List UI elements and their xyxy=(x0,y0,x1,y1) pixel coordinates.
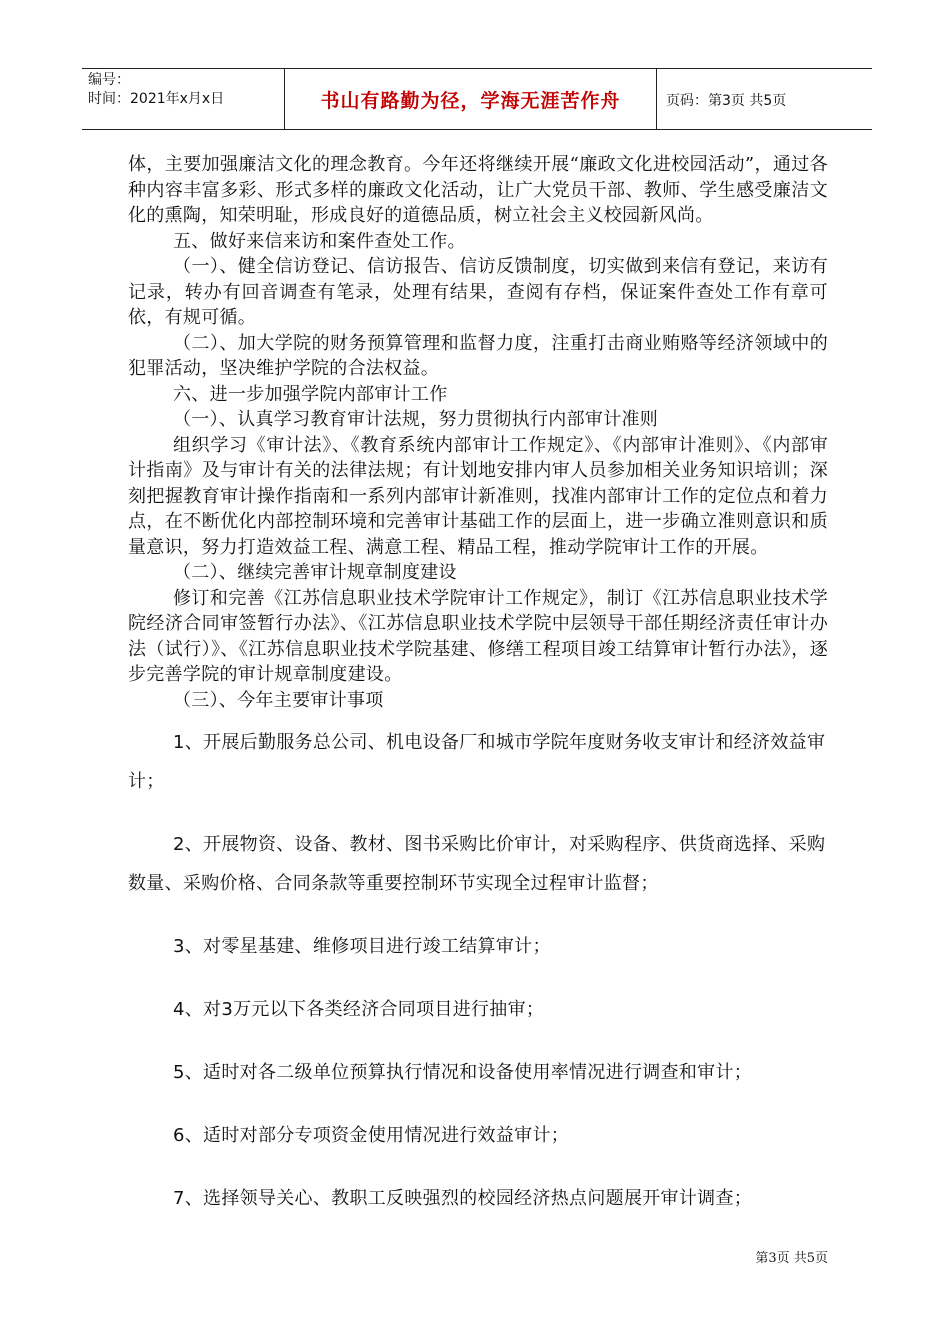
subsection-heading: （三）、今年主要审计事项 xyxy=(173,689,384,711)
document-body xyxy=(128,152,828,1242)
body-paragraph: （二）、加大学院的财务预算管理和监督力度，注重打击商业贿赂等经济领域中的犯罪活动，坚决维护学院的合法权益。 xyxy=(128,332,828,379)
list-item: 1、开展后勤服务总公司、机电设备厂和城市学院年度财务收支审计和经济效益审计； xyxy=(128,732,826,792)
header-page-info: 页码：第3页 共5页 xyxy=(666,93,787,109)
section-heading: 六、进一步加强学院内部审计工作 xyxy=(173,383,448,405)
list-item: 2、开展物资、设备、教材、图书采购比价审计，对采购程序、供货商选择、采购数量、采购价格、合同条款等重要控制环节实现全过程审计监督； xyxy=(128,834,826,894)
body-paragraph: （一）、健全信访登记、信访报告、信访反馈制度，切实做到来信有登记，来访有记录，转办有回音调查有笔录，处理有结果，查阅有存档，保证案件查处工作有章可依，有规可循。 xyxy=(128,256,828,328)
list-item: 6、适时对部分专项资金使用情况进行效益审计； xyxy=(173,1125,570,1146)
subsection-heading: （一）、认真学习教育审计法规，努力贯彻执行内部审计准则 xyxy=(173,409,659,430)
page-header xyxy=(82,68,872,130)
body-paragraph: 体，主要加强廉洁文化的理念教育。今年还将继续开展“廉政文化进校园活动”，通过各种内容丰富多彩、形式多样的廉政文化活动，让广大党员干部、教师、学生感受廉洁文化的熏陶，知荣明耻，形成良好的道德品质，树立社会主义校园新风尚。 xyxy=(128,154,828,226)
list-item: 3、对零星基建、维修项目进行竣工结算审计； xyxy=(173,936,551,957)
document-time-label: 时间：2021年x月x日 xyxy=(88,91,225,107)
header-meta xyxy=(88,71,224,109)
header-motto: 书山有路勤为径，学海无涯苦作舟 xyxy=(320,90,621,112)
section-heading: 五、做好来信来访和案件查处工作。 xyxy=(173,230,466,252)
list-item: 4、对3万元以下各类经济合同项目进行抽审； xyxy=(173,999,545,1020)
body-paragraph: 修订和完善《江苏信息职业技术学院审计工作规定》，制订《江苏信息职业技术学院经济合同审签暂行办法》、《江苏信息职业技术学院中层领导干部任期经济责任审计办法（试行）》、《江苏信息职业技术学院基建、修缮工程项目竣工结算审计暂行办法》，逐步完善学院的审计规章制度建设。 xyxy=(128,587,828,685)
list-item: 7、选择领导关心、教职工反映强烈的校园经济热点问题展开审计调查； xyxy=(173,1188,753,1209)
subsection-heading: （二）、继续完善审计规章制度建设 xyxy=(173,562,457,583)
body-paragraph: 组织学习《审计法》、《教育系统内部审计工作规定》、《内部审计准则》、《内部审计指南》及与审计有关的法律法规；有计划地安排内审人员参加相关业务知识培训；深刻把握教育审计操作指南和一系列内部审计新准则，找准内部审计工作的定位点和着力点，在不断优化内部控制环境和完善审计基础工作的层面上，进一步确立准则意识和质量意识，努力打造效益工程、满意工程、精品工程，推动学院审计工作的开展。 xyxy=(128,434,828,558)
list-item: 5、适时对各二级单位预算执行情况和设备使用率情况进行调查和审计； xyxy=(173,1062,753,1083)
page-footer: 第3页 共5页 xyxy=(755,1251,828,1266)
header-divider xyxy=(656,69,657,129)
document-number-label: 编号： xyxy=(88,72,130,88)
